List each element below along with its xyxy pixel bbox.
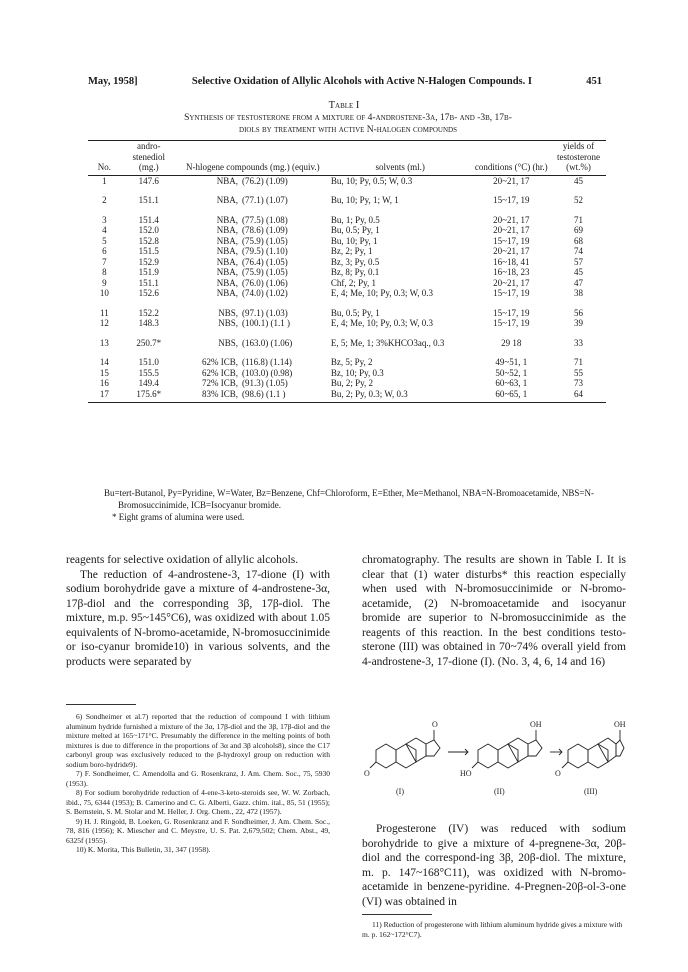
table-row [88,378,606,389]
cell-andro: 175.6* [121,389,177,403]
table-header-row [88,141,606,176]
cell-amount: (75.9) (1.05) [242,235,288,246]
cell-no: 9 [102,277,107,288]
cell-andro: 152.2 [138,307,159,318]
cell-solvents: E, 5; Me, 1; 3%KHCO3aq., 0.3 [330,337,445,348]
cell-andro: 149.4 [138,378,159,388]
cell-amount: (75.9) (1.05) [242,267,288,277]
label-oxo-I: O [432,720,438,729]
table-notes [104,487,604,523]
cell-conditions: 50~52, 1 [495,367,528,378]
cell-conditions: 15~17, 19 [493,307,530,318]
cell-solvents: Bu, 1; Py, 0.5 [330,214,380,225]
cell-andro: 151.4 [138,214,159,225]
cell-amount: (98.6) (1.1 ) [240,389,329,403]
cell-conditions: 20~21, 17 [493,246,530,256]
header-date: May, 1958] [88,76,138,87]
structure-II [472,730,542,768]
col-compounds: N-hlogene compounds (mg.) (equiv.) [177,141,329,176]
table-row [88,318,606,329]
page-number: 451 [586,76,602,87]
cell-no: 17 [88,389,121,403]
cell-yield: 71 [574,357,583,367]
table-title-line1: Synthesis of testosterone from a mixture of 4-androstene-3α, 17β- and -3β, 17β- [184,113,512,123]
cell-solvents: Bz, 2; Py, 1 [330,246,373,256]
table-row [88,278,606,289]
cell-reagent: NBA, [216,256,238,267]
cell-reagent: 62% ICB, [202,357,238,367]
footnotes-left [66,712,330,855]
table-row [88,186,606,206]
compound-label-II: (II) [494,787,505,796]
cell-andro: 151.0 [138,357,159,367]
cell-andro: 250.7* [136,337,162,348]
cell-reagent: 62% ICB, [202,367,238,378]
cell-yield: 39 [574,318,583,328]
cell-andro: 151.1 [138,277,159,288]
cell-andro: 152.9 [138,256,159,267]
table-row [88,267,606,278]
table-row [88,368,606,379]
cell-no: 4 [102,225,107,235]
cell-conditions: 20~21, 17 [493,277,530,288]
cell-yield: 45 [574,267,583,277]
footnote-8: 8) For sodium borohydride reduction of 4-ene-3-keto-steroids see, W. W. Zorbach, ibid., 75, 6344 (1953); B. Camerino and C. G. Alberti, Gazz. chim. ital., 85, 51 (1955); S. Bernstein, S. M. Stolar and M. Heller, J. Org. Chem., 22, 472 (1957). [66,788,330,816]
table-row [88,329,606,349]
cell-amount: (77.5) (1.08) [242,214,288,225]
cell-no: 5 [102,235,107,246]
table-row [88,225,606,236]
cell-conditions: 20~21, 17 [493,214,530,225]
table-row [88,299,606,319]
left-paragraph-1: reagents for selective oxidation of allylic alcohols. [66,554,299,566]
cell-amount: (78.6) (1.09) [242,225,288,235]
footnote-7: 7) F. Sondheimer, C. Amendolla and G. Rosenkranz, J. Am. Chem. Soc., 75, 5930 (1953). [66,769,330,788]
cell-reagent: NBA, [216,235,238,246]
cell-reagent: NBA, [216,246,238,256]
table-label: Table I [328,100,360,111]
cell-conditions: 20~21, 17 [493,225,530,235]
abbreviation-note: Bu=tert-Butanol, Py=Pyridine, W=Water, Bz=Benzene, Chf=Chloroform, E=Ether, Me=Methanol, NBA=N-Bromoacetamide, NBS=N-Bromosuccinimide, ICB=Isocyanur bromide. [104,488,594,510]
cell-solvents: Bu, 2; Py, 2 [330,378,374,388]
footnote-10: 10) K. Morita, This Bulletin, 31, 347 (1958). [76,845,211,854]
footnote-divider-right [362,914,432,915]
cell-amount: (76.4) (1.05) [242,256,288,267]
footnote-9: 9) H. J. Ringold, B. Loeken, G. Rosenkranz and F. Sondheimer, J. Am. Chem. Soc., 78, 816 (1956); K. Miescher and C. Meystre, U. S. Pat. 2,679,502; Chem. Abst., 49, 6325f (1955). [66,816,330,845]
cell-yield: 68 [574,235,583,246]
footnote-divider [66,704,136,705]
table-row [88,175,606,186]
cell-reagent: NBA, [216,195,238,205]
cell-conditions: 16~18, 23 [493,267,530,277]
cell-solvents: Bu, 10; Py, 0.5; W, 0.3 [330,175,413,186]
label-o-I: O [364,769,370,778]
cell-amount: (97.1) (1.03) [242,307,288,318]
cell-reagent: NBS, [218,318,238,328]
header-title: Selective Oxidation of Allylic Alcohols with Active N-Halogen Compounds. I [191,76,532,87]
left-paragraph-2: The reduction of 4-androstene-3, 17-dione (I) with sodium borohydride gave a mixture of 4-androstene-3α, 17β-diol and the corresponding 3β, 17β-diol. The mixture, m.p. 95~145°C6), was oxidized with about 1.05 equivalents of N-bromo-acetamide, N-bromosuccinimide or iso-cyanur bromide10) in various solvents, and the products were separated by [66,568,330,668]
cell-conditions: 15~17, 19 [493,288,530,298]
cell-solvents: Bu, 0.5; Py, 1 [330,225,380,235]
cell-conditions: 60~63, 1 [495,378,528,388]
cell-reagent: NBA, [216,175,238,186]
cell-yield: 57 [574,256,583,267]
table-row [88,206,606,226]
cell-andro: 152.0 [138,225,159,235]
cell-yield: 55 [574,367,583,378]
cell-no: 7 [102,256,107,267]
col-yields: yields of testosterone (wt.%) [551,141,606,176]
cell-no: 14 [99,357,109,367]
structure-I [370,730,440,768]
cell-solvents: Bz, 3; Py, 0.5 [330,256,380,267]
label-oh-III: OH [614,720,626,729]
cell-yield: 73 [574,378,583,388]
cell-conditions: 15~17, 19 [493,195,530,205]
table-title [88,112,608,136]
cell-yield: 71 [574,214,583,225]
cell-solvents: E, 4; Me, 10; Py, 0.3; W, 0.3 [330,318,434,328]
cell-no: 12 [99,318,109,328]
col-andro: andro- stenediol (mg.) [121,141,177,176]
cell-conditions: 16~18, 41 [493,256,530,267]
label-ho-II: HO [460,769,472,778]
table-row [88,348,606,368]
running-header [88,76,602,87]
cell-solvents: Bu, 2; Py, 0.3; W, 0.3 [329,389,472,403]
data-table [88,140,606,403]
cell-andro: 147.6 [138,175,159,186]
cell-yield: 38 [574,288,583,298]
cell-no: 6 [102,246,107,256]
cell-andro: 152.6 [138,288,159,298]
col-solvents: solvents (ml.) [329,141,472,176]
cell-amount: (77.1) (1.07) [242,195,288,205]
cell-solvents: Bz, 10; Py, 0.3 [330,367,384,378]
cell-solvents: Bu, 10; Py, 1; W, 1 [330,195,399,205]
cell-andro: 148.3 [138,318,159,328]
cell-amount: (76.0) (1.06) [242,277,288,288]
cell-conditions: 15~17, 19 [493,235,530,246]
cell-yield: 47 [574,277,583,288]
table-row [88,288,606,299]
label-oh-II: OH [530,720,542,729]
reaction-scheme [362,690,626,806]
cell-solvents: E, 4; Me, 10; Py, 0.3; W, 0.3 [330,288,434,298]
col-conditions: conditions (°C) (hr.) [472,141,552,176]
cell-reagent: NBA, [216,267,238,277]
right-paragraph-1: chromatography. The results are shown in Table I. It is clear that (1) water disturbs* this reaction especially when used with N-bromosuccinimide or N-bromo-acetamide, (2) N-bromoacetamide and isocyanur bromide are superior to N-bromosuccinimide as the reagents of this reaction. In the best conditions testo-sterone (III) was obtained in 70~74% overall yield from 4-androstene-3, 17-dione (I). (No. 3, 4, 6, 14 and 16) [362,554,626,668]
cell-no: 16 [99,378,109,388]
cell-yield: 45 [574,175,583,186]
cell-conditions: 20~21, 17 [493,175,530,186]
cell-no: 3 [102,214,107,225]
cell-conditions: 49~51, 1 [495,357,528,367]
cell-andro: 152.8 [138,235,159,246]
cell-amount: (163.0) (1.06) [242,337,293,348]
table-row [88,389,606,403]
cell-solvents: Chf, 2; Py, 1 [330,277,377,288]
cell-solvents: Bz, 8; Py, 0.1 [330,267,380,277]
table-row [88,257,606,268]
cell-amount: (116.8) (1.14) [242,357,292,367]
cell-no: 15 [99,367,109,378]
cell-amount: (103.0) (0.98) [242,367,293,378]
footnotes-right [362,920,626,939]
cell-amount: (91.3) (1.05) [242,378,288,388]
cell-yield: 52 [574,195,583,205]
cell-amount: (79.5) (1.10) [242,246,288,256]
cell-amount: (100.1) (1.1 ) [242,318,290,328]
cell-reagent: 72% ICB, [202,378,238,388]
cell-conditions: 60~65, 1 [472,389,552,403]
cell-amount: (74.0) (1.02) [242,288,288,298]
label-o-III: O [555,769,561,778]
cell-andro: 151.5 [138,246,159,256]
cell-conditions: 29 18 [501,337,522,348]
cell-amount: (76.2) (1.09) [242,175,288,186]
cell-reagent: NBS, [218,307,238,318]
cell-andro: 151.1 [138,195,159,205]
cell-no: 8 [102,267,107,277]
cell-solvents: Bu, 0.5; Py, 1 [330,307,380,318]
structure-III [562,730,624,768]
cell-conditions: 15~17, 19 [493,318,530,328]
cell-yield: 33 [574,337,583,348]
cell-yield: 74 [574,246,583,256]
cell-no: 2 [102,195,107,205]
cell-reagent: NBA, [216,288,238,298]
table-row [88,246,606,257]
cell-reagent: NBS, [218,337,238,348]
right-column-text-2 [362,822,626,909]
cell-yield: 56 [574,307,583,318]
star-note: * Eight grams of alumina were used. [112,512,245,522]
table-row [88,236,606,247]
cell-andro: 155.5 [138,367,159,378]
col-no: No. [88,141,121,176]
table-title-line2: diols by treatment with active N-halogen compounds [239,125,457,135]
cell-yield: 69 [574,225,583,235]
cell-andro: 151.9 [138,267,159,277]
cell-solvents: Bu, 10; Py, 1 [330,235,378,246]
footnote-6: 6) Sondheimer et al.7) reported that the reduction of compound I with lithium aluminum hydride furnished a mixture of the 3α, 17β-diol and the 3β, 17β-diol and the mixture melted at 165~171°C. Presumably the difference in the melting points of both mixtures is due to difference in the proportions of 3α and 3β alcohols8), since the C17 carbonyl group was exclusively reduced to the β-hydroxyl group on reduction with sodium boro-hydride9). [66,712,330,769]
cell-no: 11 [100,307,109,318]
cell-reagent: NBA, [216,277,238,288]
cell-no: 10 [99,288,109,298]
cell-reagent: NBA, [216,225,238,235]
cell-no: 1 [102,175,107,186]
compound-label-I: (I) [396,787,404,796]
cell-reagent: NBA, [216,214,238,225]
cell-solvents: Bz, 5; Py, 2 [330,357,373,367]
compound-label-III: (III) [584,787,598,796]
cell-no: 13 [99,337,109,348]
cell-reagent: 83% ICB, [177,389,240,403]
left-column-text [66,553,330,669]
right-paragraph-2: Progesterone (IV) was reduced with sodium borohydride to give a mixture of 4-pregnene-3α, 20β-diol and the correspond-ing 3β, 20β-diol. The mixture, m. p. 147~168°C11), was oxidized with N-bromo-acetamide in benzene-pyridine. 4-Pregnen-20β-ol-3-one (VI) was obtained in [362,823,626,908]
footnote-11: 11) Reduction of progesterone with lithium aluminum hydride gives a mixture with m. p. 162~172°C7). [362,920,623,939]
cell-yield: 64 [551,389,606,403]
right-column-text [362,553,626,669]
